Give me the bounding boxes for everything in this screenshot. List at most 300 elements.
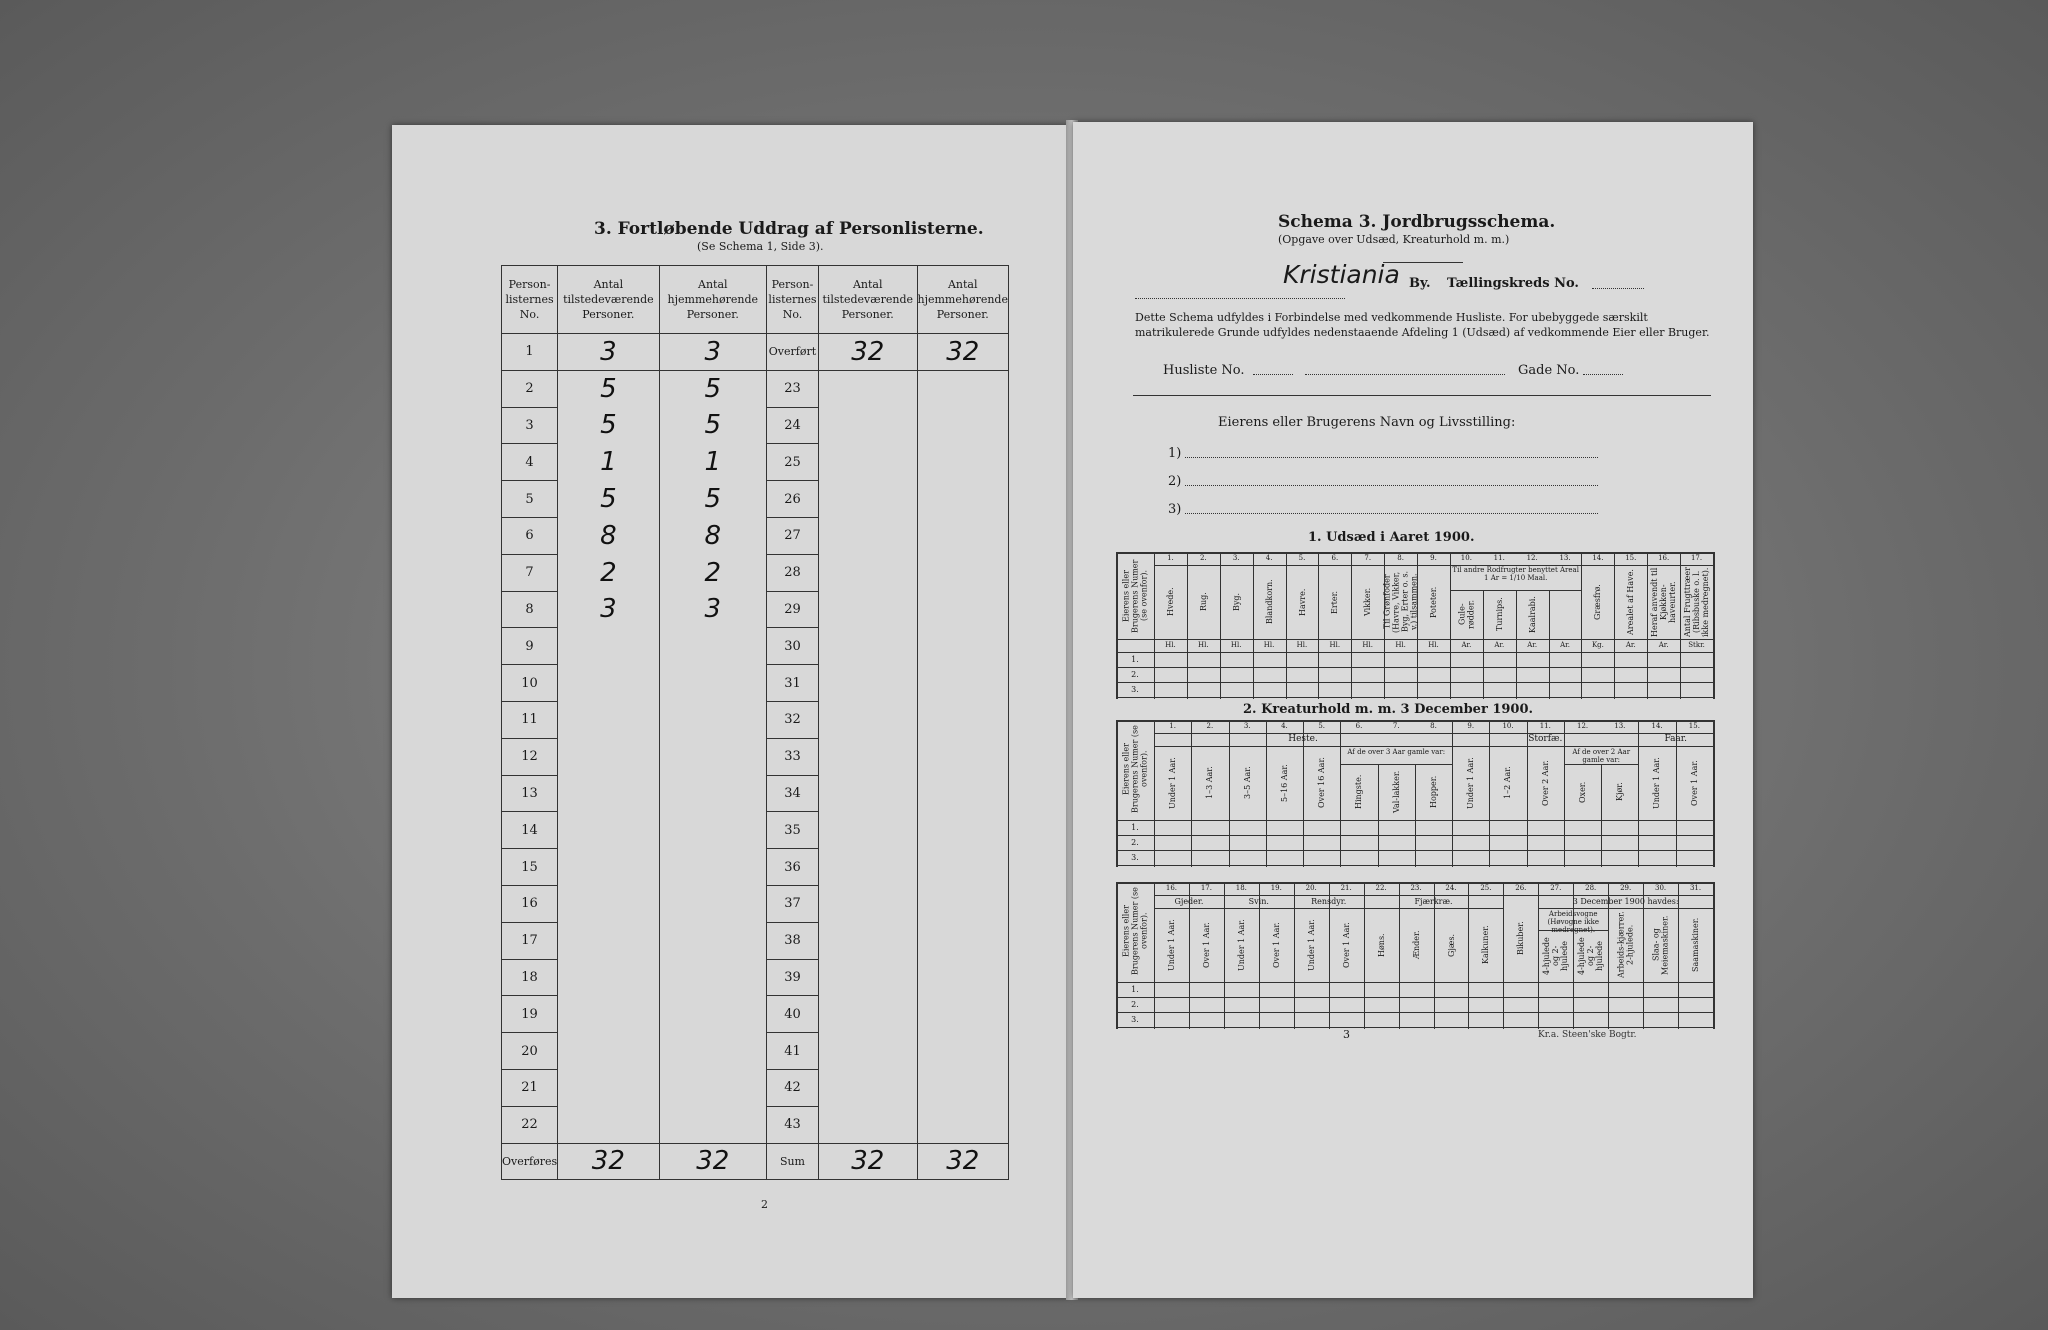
number-cell: 16 — [502, 885, 558, 922]
table-row — [502, 775, 1009, 812]
section1-title: 1. Udsæd i Aaret 1900. — [1308, 530, 1475, 545]
right-page-number: 3 — [1343, 1028, 1350, 1041]
count-cell — [917, 444, 1009, 481]
count-cell — [818, 665, 917, 702]
number-cell: 23 — [766, 370, 818, 407]
unit-label: Ar. — [1560, 641, 1570, 649]
count-cell: 32 — [818, 1143, 917, 1180]
col-number: 2. — [1199, 554, 1207, 562]
count-cell — [917, 775, 1009, 812]
table-row — [502, 738, 1009, 775]
count-cell — [917, 885, 1009, 922]
table-header-row — [502, 266, 1009, 334]
col-header: Rug. — [1198, 592, 1208, 612]
number-cell: 35 — [766, 812, 818, 849]
count-cell — [659, 665, 766, 702]
grid-line — [1116, 682, 1713, 683]
gade-label: Gade No. — [1518, 363, 1580, 378]
number-cell: 26 — [766, 481, 818, 518]
number-cell: 1 — [502, 334, 558, 371]
col-header: Over 16 Aar. — [1317, 757, 1327, 809]
number-cell: 30 — [766, 628, 818, 665]
number-cell: 2 — [502, 370, 558, 407]
table-row — [502, 922, 1009, 959]
count-cell — [917, 1033, 1009, 1070]
col-number: 10. — [1460, 554, 1472, 562]
number-cell: Overføres — [502, 1143, 558, 1180]
unit-label: Ar. — [1461, 641, 1472, 649]
table-row — [502, 885, 1009, 922]
count-cell — [917, 481, 1009, 518]
grid-line — [1713, 720, 1715, 867]
count-cell: 5 — [659, 481, 766, 518]
number-cell: 17 — [502, 922, 558, 959]
col-header: Antal hjemmehørende Personer. — [917, 266, 1009, 334]
col-number: 16. — [1165, 884, 1178, 892]
section1-table — [1116, 552, 1713, 698]
table-row — [502, 1143, 1009, 1180]
row-number: 2. — [1131, 1000, 1139, 1009]
col-header: Over 1 Aar. — [1271, 922, 1281, 968]
col-number: 22. — [1375, 884, 1387, 892]
count-cell: 32 — [818, 334, 917, 371]
count-cell — [818, 775, 917, 812]
number-cell: 38 — [766, 922, 818, 959]
table-row — [502, 444, 1009, 481]
col-number: 7. — [1392, 722, 1400, 730]
col-header: Under 1 Aar. — [1166, 919, 1176, 971]
count-cell — [659, 775, 766, 812]
col-header: Person-listernes No. — [502, 266, 558, 334]
count-cell — [818, 554, 917, 591]
col-number: 31. — [1689, 884, 1702, 892]
number-cell: 37 — [766, 885, 818, 922]
row-header: Eierens eller Brugerens Numer (se ovenfor). — [1121, 887, 1149, 975]
right-title: Schema 3. Jordbrugsschema. — [1278, 212, 1556, 232]
grid-line — [1713, 882, 1715, 1029]
owner-line-label: 2) — [1168, 474, 1182, 489]
count-cell — [818, 885, 917, 922]
col-header: Antal tilstedeværende Personer. — [558, 266, 659, 334]
count-cell: 5 — [558, 407, 659, 444]
col-header: 4-hjulede og 2-hjulede — [1577, 937, 1605, 975]
col-header: Hvede. — [1165, 587, 1175, 617]
col-number: 8. — [1397, 554, 1404, 562]
grid-line — [1340, 764, 1452, 765]
grid-line — [1538, 908, 1713, 909]
col-header: Kaalrabi. — [1527, 596, 1537, 633]
count-cell — [818, 922, 917, 959]
col-number: 26. — [1515, 884, 1527, 892]
col-number: 14. — [1592, 554, 1604, 562]
count-cell — [818, 1033, 917, 1070]
owner-line — [1185, 457, 1598, 458]
number-cell: 34 — [766, 775, 818, 812]
grid-line — [1116, 1012, 1713, 1013]
grid-line — [1116, 1027, 1713, 1028]
count-cell — [558, 1033, 659, 1070]
husliste-line-2 — [1305, 374, 1505, 375]
count-cell: 8 — [558, 517, 659, 554]
group-header: Fjærkræ. — [1414, 897, 1453, 906]
count-cell — [917, 517, 1009, 554]
col-header: Antal hjemmehørende Personer. — [659, 266, 766, 334]
table-row — [502, 407, 1009, 444]
section3-table — [1116, 882, 1713, 1030]
col-number: 27. — [1550, 884, 1562, 892]
number-cell: 19 — [502, 996, 558, 1033]
count-cell: 3 — [659, 591, 766, 628]
row-number: 2. — [1131, 838, 1139, 847]
row-number: 3. — [1131, 1015, 1139, 1024]
count-cell — [659, 1106, 766, 1143]
col-number: 9. — [1430, 554, 1437, 562]
col-number: 18. — [1235, 884, 1247, 892]
number-cell: 27 — [766, 517, 818, 554]
count-cell: 32 — [558, 1143, 659, 1180]
count-cell — [659, 922, 766, 959]
unit-label: Hl. — [1329, 641, 1341, 649]
owner-line — [1185, 513, 1598, 514]
count-cell: 1 — [558, 444, 659, 481]
col-number: 29. — [1620, 884, 1632, 892]
table-row — [502, 1033, 1009, 1070]
number-cell: 5 — [502, 481, 558, 518]
count-cell — [558, 922, 659, 959]
grid-line — [1154, 733, 1713, 734]
unit-label: Ar. — [1527, 641, 1538, 649]
col-header: Poteter. — [1428, 586, 1438, 618]
col-number: 25. — [1480, 884, 1492, 892]
number-cell: 21 — [502, 1069, 558, 1106]
col-header — [1549, 592, 1582, 637]
number-cell: 20 — [502, 1033, 558, 1070]
number-cell: 32 — [766, 701, 818, 738]
col-number: 30. — [1655, 884, 1667, 892]
col-header: Heraf anvendt til Kjøkken-haveurter. — [1650, 567, 1678, 637]
grid-line — [1116, 652, 1713, 653]
husliste-line — [1253, 374, 1293, 375]
group-header: Storfæ. — [1528, 734, 1563, 744]
count-cell: 32 — [917, 334, 1009, 371]
count-cell — [659, 885, 766, 922]
right-subtitle: (Opgave over Udsæd, Kreaturhold m. m.) — [1278, 233, 1510, 246]
count-cell — [917, 959, 1009, 996]
col-number: 8. — [1430, 722, 1437, 730]
col-number: 15. — [1688, 722, 1700, 730]
count-cell — [917, 591, 1009, 628]
col-number: 11. — [1493, 554, 1505, 562]
count-cell: 8 — [659, 517, 766, 554]
col-number: 6. — [1355, 722, 1363, 730]
number-cell: 22 — [502, 1106, 558, 1143]
number-cell: 15 — [502, 849, 558, 886]
count-cell — [558, 628, 659, 665]
number-cell: 12 — [502, 738, 558, 775]
col-number: 24. — [1445, 884, 1457, 892]
unit-label: Hl. — [1296, 641, 1308, 649]
group-header: Til andre Rodfrugter benyttet Areal 1 Ar = 1/10 Maal. — [1452, 566, 1579, 582]
count-cell — [558, 812, 659, 849]
number-cell: 4 — [502, 444, 558, 481]
unit-label: Stkr. — [1688, 641, 1705, 649]
group-header: Gjeder. — [1174, 897, 1204, 906]
count-cell — [917, 1106, 1009, 1143]
row-number: 1. — [1131, 985, 1139, 994]
table-row — [502, 812, 1009, 849]
printer-mark: Kr.a. Steen'ske Bogtr. — [1538, 1030, 1637, 1040]
instruction-2: matrikulerede Grunde udfyldes nedenstaaende Afdeling 1 (Udsæd) af vedkommende Eier eller Bruger. — [1135, 326, 1710, 339]
col-header: Under 1 Aar. — [1236, 919, 1246, 971]
count-cell — [558, 996, 659, 1033]
col-number: 12. — [1526, 554, 1538, 562]
count-cell: 5 — [558, 481, 659, 518]
unit-label: Kg. — [1591, 641, 1604, 649]
col-number: 17. — [1690, 554, 1703, 562]
count-cell — [659, 1033, 766, 1070]
count-cell — [818, 517, 917, 554]
table-row — [502, 370, 1009, 407]
number-cell: 7 — [502, 554, 558, 591]
right-page — [1073, 122, 1753, 1298]
count-cell: 5 — [659, 407, 766, 444]
col-header: Slaa- og Meiemaskiner. — [1651, 915, 1670, 975]
number-cell: 25 — [766, 444, 818, 481]
count-cell — [917, 1069, 1009, 1106]
row-number: 2. — [1131, 670, 1139, 679]
unit-label: Hl. — [1428, 641, 1439, 649]
subgroup-header: Af de over 3 Aar gamle var: — [1347, 748, 1446, 756]
grid-line — [1116, 982, 1713, 983]
number-cell: 11 — [502, 701, 558, 738]
col-header: Til Grønfoder (Havre, Vikker, Byg, Erter o. s. v.) tilsammen. — [1382, 571, 1419, 633]
col-header: Høns. — [1376, 933, 1386, 957]
table-row — [502, 1106, 1009, 1143]
count-cell: 32 — [917, 1143, 1009, 1180]
col-number: 14. — [1651, 722, 1663, 730]
count-cell — [917, 370, 1009, 407]
col-header: Blandkorn. — [1264, 579, 1274, 625]
col-header: 4-hjulede og 2-hjulede — [1542, 937, 1570, 975]
count-cell — [818, 959, 917, 996]
number-cell: 40 — [766, 996, 818, 1033]
number-cell: 8 — [502, 591, 558, 628]
col-number: 23. — [1410, 884, 1422, 892]
left-subtitle: (Se Schema 1, Side 3). — [697, 240, 824, 253]
count-cell — [818, 407, 917, 444]
subgroup-header: Af de over 2 Aar gamle var: — [1572, 748, 1631, 764]
col-number: 16. — [1658, 554, 1670, 562]
grid-line — [1116, 697, 1713, 698]
number-cell: 39 — [766, 959, 818, 996]
count-cell: 32 — [659, 1143, 766, 1180]
number-cell: 29 — [766, 591, 818, 628]
section2-title: 2. Kreaturhold m. m. 3 December 1900. — [1243, 702, 1534, 717]
grid-line — [1116, 639, 1713, 640]
number-cell: 42 — [766, 1069, 818, 1106]
count-cell — [917, 996, 1009, 1033]
col-header: Over 2 Aar. — [1540, 760, 1550, 806]
count-cell — [818, 812, 917, 849]
col-number: 6. — [1331, 554, 1339, 562]
grid-line — [1116, 667, 1713, 668]
kreds-label: Tællingskreds No. — [1447, 276, 1579, 291]
col-header: Turnips. — [1494, 597, 1504, 632]
count-cell — [659, 849, 766, 886]
count-cell — [917, 554, 1009, 591]
col-number: 11. — [1539, 722, 1551, 730]
divider — [1133, 395, 1711, 396]
col-header: Hopper. — [1428, 775, 1438, 809]
number-cell: 28 — [766, 554, 818, 591]
count-cell — [917, 849, 1009, 886]
count-cell — [818, 996, 917, 1033]
row-number: 3. — [1131, 685, 1139, 694]
col-number: 4. — [1281, 722, 1288, 730]
count-cell — [558, 849, 659, 886]
col-header: Oxer. — [1578, 781, 1588, 803]
unit-label: Hl. — [1395, 641, 1406, 649]
count-cell: 1 — [659, 444, 766, 481]
row-header: Eierens eller Brugerens Numer (se ovenfor). — [1121, 725, 1149, 813]
husliste-label: Husliste No. — [1163, 363, 1245, 378]
unit-label: Hl. — [1165, 641, 1176, 649]
col-header: Ænder. — [1411, 930, 1421, 960]
count-cell — [558, 885, 659, 922]
col-number: 5. — [1298, 554, 1306, 562]
unit-label: Hl. — [1263, 641, 1275, 649]
number-cell: 6 — [502, 517, 558, 554]
count-cell — [659, 959, 766, 996]
number-cell: Overført — [766, 334, 818, 371]
grid-line — [1154, 746, 1713, 747]
col-number: 12. — [1576, 722, 1589, 730]
section2-table — [1116, 720, 1713, 868]
owner-line-label: 1) — [1168, 446, 1182, 461]
gade-line — [1583, 374, 1623, 375]
count-cell — [558, 959, 659, 996]
instruction-1: Dette Schema udfyldes i Forbindelse med vedkommende Husliste. For ubebyggede særskilt — [1135, 311, 1648, 324]
count-cell — [558, 775, 659, 812]
count-cell — [917, 738, 1009, 775]
left-page-number: 2 — [761, 1198, 768, 1211]
number-cell: 13 — [502, 775, 558, 812]
count-cell — [818, 370, 917, 407]
count-cell — [818, 738, 917, 775]
table-row — [502, 628, 1009, 665]
kreds-line — [1592, 288, 1644, 289]
count-cell — [818, 849, 917, 886]
grid-line — [1116, 997, 1713, 998]
count-cell — [558, 701, 659, 738]
group-header: Heste. — [1288, 734, 1318, 744]
table-row — [502, 554, 1009, 591]
col-header: Byg. — [1231, 592, 1241, 612]
col-number: 3. — [1243, 722, 1251, 730]
count-cell — [558, 665, 659, 702]
left-page — [392, 125, 1070, 1298]
count-cell: 2 — [659, 554, 766, 591]
col-number: 13. — [1559, 554, 1571, 562]
col-header: Antal tilstedeværende Personer. — [818, 266, 917, 334]
col-number: 10. — [1502, 722, 1514, 730]
row-header: Eierens eller Brugerens Numer (se ovenfor). — [1121, 559, 1149, 633]
city-line — [1135, 288, 1345, 299]
number-cell: 36 — [766, 849, 818, 886]
col-header: Saamaskiner. — [1691, 917, 1701, 973]
col-number: 17. — [1200, 884, 1212, 892]
col-number: 19. — [1270, 884, 1282, 892]
col-header: Hingste. — [1354, 774, 1364, 810]
col-header: Vikker. — [1363, 587, 1373, 617]
count-cell: 5 — [558, 370, 659, 407]
col-header: Gule-rødder. — [1457, 599, 1476, 630]
col-number: 15. — [1625, 554, 1637, 562]
col-header: Person-listernes No. — [766, 266, 818, 334]
number-cell: 41 — [766, 1033, 818, 1070]
number-cell: 33 — [766, 738, 818, 775]
count-cell — [818, 628, 917, 665]
owner-line-label: 3) — [1168, 502, 1182, 517]
count-cell — [917, 922, 1009, 959]
count-cell: 3 — [558, 334, 659, 371]
col-header: 3–5 Aar. — [1242, 766, 1252, 800]
group-header: Svin. — [1248, 897, 1269, 906]
count-cell — [558, 738, 659, 775]
col-header: Erter. — [1330, 590, 1340, 614]
count-cell — [818, 444, 917, 481]
table-row — [502, 959, 1009, 996]
row-number: 1. — [1131, 823, 1139, 832]
col-header: Kalkuner. — [1481, 925, 1491, 965]
count-cell — [917, 665, 1009, 702]
count-cell — [917, 407, 1009, 444]
count-cell — [659, 812, 766, 849]
table-row — [502, 481, 1009, 518]
col-header: 1–2 Aar. — [1503, 766, 1513, 800]
number-cell: 14 — [502, 812, 558, 849]
unit-label: Hl. — [1198, 641, 1209, 649]
number-cell: 9 — [502, 628, 558, 665]
col-header: 1–3 Aar. — [1205, 766, 1215, 800]
owner-label: Eierens eller Brugerens Navn og Livsstilling: — [1218, 415, 1516, 430]
count-cell — [917, 628, 1009, 665]
group-header: 3 December 1900 havdes: — [1572, 897, 1679, 906]
count-cell — [659, 996, 766, 1033]
col-number: 13. — [1614, 722, 1626, 730]
count-cell: 3 — [558, 591, 659, 628]
count-cell — [558, 1069, 659, 1106]
count-cell — [818, 1106, 917, 1143]
number-cell: 43 — [766, 1106, 818, 1143]
count-cell — [818, 701, 917, 738]
number-cell: 24 — [766, 407, 818, 444]
table-row — [502, 1069, 1009, 1106]
col-number: 21. — [1340, 884, 1352, 892]
city-handwritten: Kristiania — [1283, 260, 1400, 289]
col-header: Græsfrø. — [1593, 584, 1603, 620]
count-cell: 3 — [659, 334, 766, 371]
unit-label: Ar. — [1658, 641, 1669, 649]
col-header: Val-lakker. — [1391, 770, 1401, 814]
number-cell: 31 — [766, 665, 818, 702]
col-number: 5. — [1318, 722, 1326, 730]
person-table — [501, 265, 1009, 1180]
by-label: By. — [1409, 276, 1431, 291]
count-cell: 2 — [558, 554, 659, 591]
col-header: Kjør. — [1615, 782, 1625, 802]
col-header: Havre. — [1297, 588, 1307, 616]
